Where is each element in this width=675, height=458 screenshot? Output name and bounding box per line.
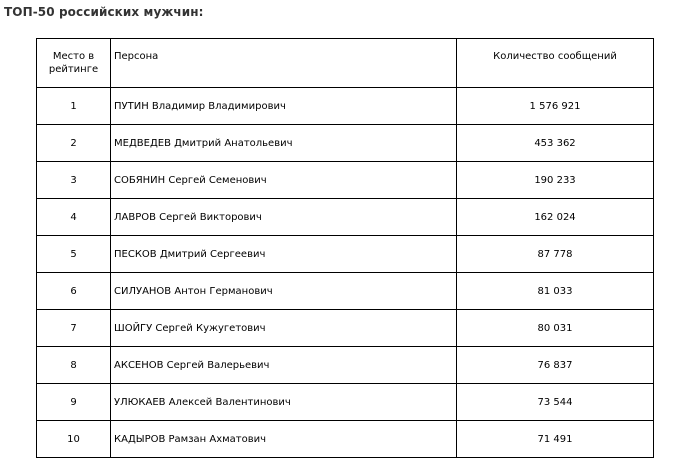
rank-cell: 5 (37, 236, 111, 273)
person-cell: ШОЙГУ Сергей Кужугетович (111, 310, 457, 347)
person-cell: ПЕСКОВ Дмитрий Сергеевич (111, 236, 457, 273)
ranking-table (36, 38, 654, 458)
person-cell: УЛЮКАЕВ Алексей Валентинович (111, 384, 457, 421)
rank-cell: 6 (37, 273, 111, 310)
header-message-count: Количество сообщений (457, 39, 654, 88)
rank-cell: 2 (37, 125, 111, 162)
message-count-cell: 76 837 (457, 347, 654, 384)
table-header (37, 39, 654, 88)
header-row (37, 39, 654, 88)
rank-cell: 8 (37, 347, 111, 384)
rank-cell: 10 (37, 421, 111, 458)
table-row (37, 421, 654, 458)
message-count-cell: 81 033 (457, 273, 654, 310)
rank-cell: 4 (37, 199, 111, 236)
person-cell: МЕДВЕДЕВ Дмитрий Анатольевич (111, 125, 457, 162)
person-cell: СИЛУАНОВ Антон Германович (111, 273, 457, 310)
table-body (37, 88, 654, 458)
page-title: ТОП-50 российских мужчин: (4, 5, 204, 19)
header-rank: Место в рейтинге (37, 39, 111, 88)
message-count-cell: 162 024 (457, 199, 654, 236)
person-cell: ПУТИН Владимир Владимирович (111, 88, 457, 125)
table-row (37, 347, 654, 384)
person-cell: КАДЫРОВ Рамзан Ахматович (111, 421, 457, 458)
table-row (37, 384, 654, 421)
message-count-cell: 1 576 921 (457, 88, 654, 125)
rank-cell: 9 (37, 384, 111, 421)
message-count-cell: 80 031 (457, 310, 654, 347)
table-row (37, 310, 654, 347)
person-cell: СОБЯНИН Сергей Семенович (111, 162, 457, 199)
person-cell: ЛАВРОВ Сергей Викторович (111, 199, 457, 236)
header-person: Персона (111, 39, 457, 88)
table-row (37, 236, 654, 273)
rank-cell: 3 (37, 162, 111, 199)
table-row (37, 88, 654, 125)
message-count-cell: 87 778 (457, 236, 654, 273)
message-count-cell: 71 491 (457, 421, 654, 458)
table-row (37, 199, 654, 236)
message-count-cell: 190 233 (457, 162, 654, 199)
message-count-cell: 453 362 (457, 125, 654, 162)
rank-cell: 1 (37, 88, 111, 125)
person-cell: АКСЕНОВ Сергей Валерьевич (111, 347, 457, 384)
message-count-cell: 73 544 (457, 384, 654, 421)
table-row (37, 273, 654, 310)
table-row (37, 162, 654, 199)
rank-cell: 7 (37, 310, 111, 347)
table-row (37, 125, 654, 162)
